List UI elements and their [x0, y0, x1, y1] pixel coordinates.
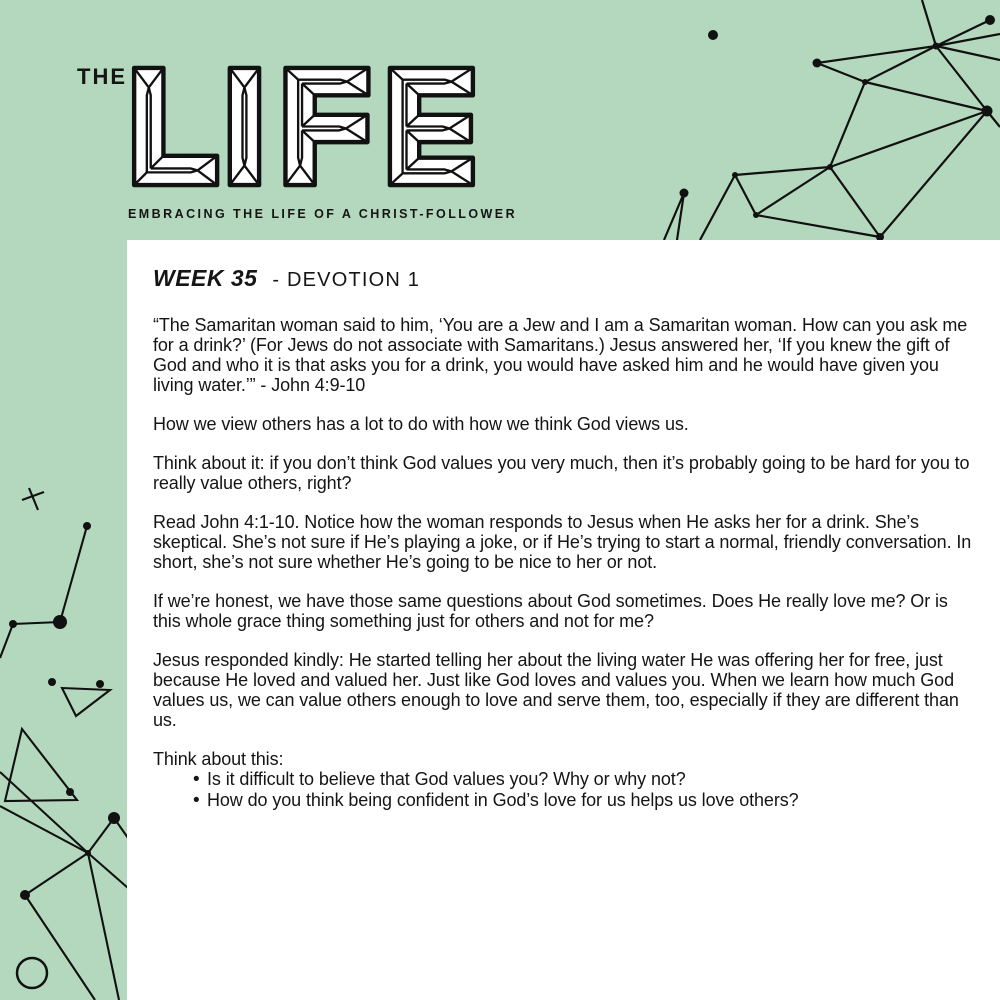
constellation-left [0, 488, 128, 1000]
paragraph: How we view others has a lot to do with how we think God views us. [153, 414, 689, 434]
page-title [153, 262, 977, 293]
paragraph: If we’re honest, we have those same questions about God sometimes. Does He really love me? Or is this whole grace thing something just for others and not for me? [153, 591, 948, 631]
devotion-content [153, 262, 977, 811]
logo-tagline: EMBRACING THE LIFE OF A CHRIST-FOLLOWER [128, 207, 518, 221]
paragraph: Read John 4:1-10. Notice how the woman responds to Jesus when He asks her for a drink. She’s skeptical. She’s not sure if He’s playing a joke, or if He’s trying to start a normal, friendly conversation. In short, she’s not sure whether He’s going to be nice to her or not. [153, 512, 972, 572]
logo-letter-f [285, 68, 368, 185]
devotion-label: - DEVOTION 1 [272, 269, 421, 291]
logo-letter-l [134, 68, 217, 185]
devotion-body [153, 315, 977, 811]
logo-the-label: THE [77, 64, 127, 89]
bullet-icon: • [193, 769, 200, 790]
reflection-questions [153, 769, 977, 811]
question-text: How do you think being confident in God’s love for us helps us love others? [207, 790, 799, 810]
triangle-small [62, 688, 110, 716]
scripture-quote: “The Samaritan woman said to him, ‘You are a Jew and I am a Samaritan woman. How can you ask me for a drink?’ (For Jews do not associate with Samaritans.) Jesus answered her, ‘If you knew the gift of God and who it is that asks you for a drink, you would have asked him and he would have given you living water.’” - John 4:9-10 [153, 315, 968, 395]
paragraph: Think about it: if you don’t think God values you very much, then it’s probably going to be hard for you to really value others, right? [153, 453, 970, 493]
week-label: WEEK 35 [153, 265, 258, 291]
life-wordmark [128, 65, 480, 188]
list-item [193, 769, 977, 790]
triangle-large [5, 729, 77, 801]
paragraph: Jesus responded kindly: He started telling her about the living water He was offering her for free, just because He loved and valued her. Just like God loves and values you. When we learn how much God values us, we can value others enough to love and serve them, too, especially if they are different than us. [153, 650, 959, 730]
logo-letter-i [230, 68, 259, 185]
think-heading: Think about this: [153, 749, 284, 769]
question-text: Is it difficult to believe that God values you? Why or why not? [207, 769, 686, 789]
logo-letter-e [390, 68, 473, 185]
x-mark [22, 488, 44, 510]
list-item [193, 790, 977, 811]
bullet-icon: • [193, 790, 200, 811]
circle-outline [17, 958, 47, 988]
constellation-left-dots [9, 522, 120, 900]
